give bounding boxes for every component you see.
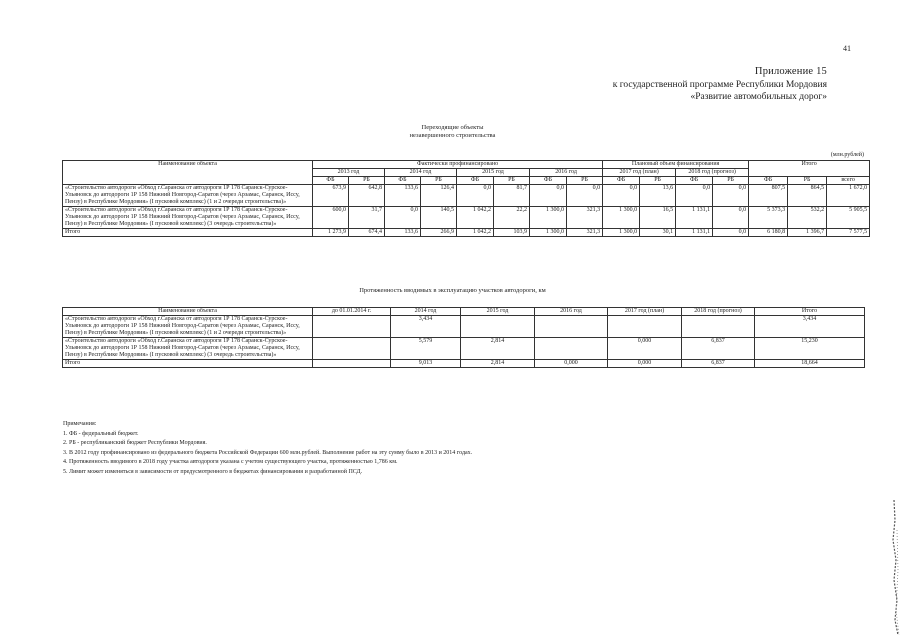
col-header: 2015 год (461, 308, 535, 316)
year-header: 2016 год (530, 169, 603, 177)
budget-subheader: ФБ (749, 177, 788, 185)
value-cell (608, 316, 682, 338)
value-cell: 321,3 (567, 207, 603, 229)
value-cell: 1 300,0 (530, 229, 567, 237)
value-cell: 133,6 (385, 185, 421, 207)
table-row (63, 185, 870, 207)
value-cell: 1 300,0 (603, 207, 640, 229)
col-header: 2016 год (535, 308, 608, 316)
value-cell: 674,4 (349, 229, 385, 237)
value-cell: 0,000 (608, 338, 682, 360)
value-cell: 532,2 (788, 207, 827, 229)
financing-table (62, 160, 870, 237)
value-cell: 807,5 (749, 185, 788, 207)
value-cell: 18,664 (755, 360, 865, 368)
value-cell: 600,0 (313, 207, 349, 229)
object-name: «Строительство автодороги «Обход г.Саранска от автодороги 1Р 178 Саранск-Сурское-Ульяновск до автодороги 1Р 158 Нижний Новгород-Саратов (через Арзамас, Саранск, Исcу, Пензу) в Республике Мордовия» (I пусковой комплекс) (1 и 2 очереди строительства)» (63, 316, 313, 338)
value-cell: 0,0 (530, 185, 567, 207)
section2-title: Протяженность вводимых в эксплуатацию участков автодороги, км (359, 287, 546, 294)
col-header: 2017 год (план) (608, 308, 682, 316)
note-item: 3. В 2012 году профинансировано из федерального бюджета Российской Федерации 600 млн.рублей. Выполнение работ на эту сумму было в 2013 и 2014 годах. (63, 449, 473, 456)
page-number: 41 (843, 44, 851, 53)
value-cell: 3,434 (391, 316, 461, 338)
value-cell: 133,6 (385, 229, 421, 237)
value-cell: 126,4 (421, 185, 457, 207)
col-header: до 01.01.2014 г. (313, 308, 391, 316)
value-cell: 0,0 (676, 185, 713, 207)
col-header-name: Наименование объекта (63, 308, 313, 316)
value-cell: 0,0 (713, 229, 749, 237)
value-cell (682, 316, 755, 338)
value-cell: 1 042,2 (457, 229, 494, 237)
budget-subheader: ФБ (457, 177, 494, 185)
value-cell: 16,5 (640, 207, 676, 229)
budget-subheader: РБ (494, 177, 530, 185)
value-cell: 3,434 (755, 316, 865, 338)
budget-subheader: РБ (421, 177, 457, 185)
value-cell: 1 300,0 (530, 207, 567, 229)
year-header: 2018 год (прогноз) (676, 169, 749, 177)
budget-subheader: РБ (567, 177, 603, 185)
col-header: 2014 год (391, 308, 461, 316)
appendix-line-2: «Развитие автомобильных дорог» (690, 92, 827, 102)
note-item: 2. РБ - республиканский бюджет Республики Мордовия. (63, 440, 207, 446)
note-item: 4. Протяженность вводимого в 2018 году участка автодороги указана с учетом существующего участка, протяженностью 1,786 км. (63, 459, 398, 465)
appendix-line-1: к государственной программе Республики Мордовия (612, 80, 827, 90)
value-cell: 1 131,1 (676, 229, 713, 237)
value-cell (313, 338, 391, 360)
value-cell: 0,0 (457, 185, 494, 207)
value-cell: 6 180,8 (749, 229, 788, 237)
value-cell: 1 273,9 (313, 229, 349, 237)
value-cell: 673,9 (313, 185, 349, 207)
object-name: «Строительство автодороги «Обход г.Саранска от автодороги 1Р 178 Саранск-Сурское-Ульяновск до автодороги 1Р 158 Нижний Новгород-Саратов (через Арзамас, Саранск, Исcу, Пензу) в Республике Мордовия» (I пусковой комплекс) (1 и 2 очереди строительства)» (63, 185, 313, 207)
col-header-fact: Фактически профинансировано (313, 161, 603, 169)
unit-label: (млн.рублей) (830, 152, 864, 158)
value-cell: 6,837 (682, 338, 755, 360)
value-cell: 7 577,5 (827, 229, 870, 237)
section1-title-line-2: незавершенного строительства (409, 132, 496, 139)
value-cell (313, 316, 391, 338)
note-item: 5. Лимит может изменяться в зависимости от предусмотренного в бюджетах финансирования и разработанной ПСД. (63, 468, 363, 475)
table-row (63, 207, 870, 229)
value-cell: 0,000 (608, 360, 682, 368)
value-cell: 2,814 (461, 338, 535, 360)
value-cell: 22,2 (494, 207, 530, 229)
value-cell: 9,013 (391, 360, 461, 368)
budget-subheader: ФБ (676, 177, 713, 185)
total-label: Итого (63, 360, 313, 368)
value-cell: 5,579 (391, 338, 461, 360)
col-header-total: Итого (755, 308, 865, 316)
value-cell: 2,814 (461, 360, 535, 368)
budget-subheader: РБ (788, 177, 827, 185)
appendix-title: Приложение 15 (754, 66, 827, 77)
value-cell: 0,0 (385, 207, 421, 229)
value-cell: 1 131,1 (676, 207, 713, 229)
value-cell: 1 672,0 (827, 185, 870, 207)
value-cell: 266,9 (421, 229, 457, 237)
budget-subheader: всего (827, 177, 870, 185)
value-cell: 5 905,5 (827, 207, 870, 229)
budget-subheader: ФБ (530, 177, 567, 185)
value-cell: 5 373,3 (749, 207, 788, 229)
value-cell: 30,1 (640, 229, 676, 237)
notes (63, 420, 472, 477)
budget-subheader: ФБ (313, 177, 349, 185)
value-cell: 13,6 (640, 185, 676, 207)
col-header-plan: Плановый объем финансирования (603, 161, 749, 169)
total-row (63, 229, 870, 237)
scan-edge-artifact (888, 500, 900, 635)
value-cell: 6,837 (682, 360, 755, 368)
budget-subheader: ФБ (603, 177, 640, 185)
value-cell (535, 316, 608, 338)
value-cell: 864,5 (788, 185, 827, 207)
note-item: 1. ФБ - федеральный бюджет. (63, 430, 139, 437)
value-cell (535, 338, 608, 360)
value-cell: 1 042,2 (457, 207, 494, 229)
value-cell: 1 396,7 (788, 229, 827, 237)
year-header: 2013 год (313, 169, 385, 177)
object-name: «Строительство автодороги «Обход г.Саранска от автодороги 1Р 178 Саранск-Сурское-Ульяновск до автодороги 1Р 158 Нижний Новгород-Саратов (через Арзамас, Саранск, Исcу, Пензу) в Республике Мордовия» (I пусковой комплекс) (3 очередь строительства)» (63, 207, 313, 229)
value-cell: 0,0 (713, 207, 749, 229)
value-cell: 15,230 (755, 338, 865, 360)
budget-subheader: РБ (640, 177, 676, 185)
value-cell: 321,3 (567, 229, 603, 237)
value-cell: 0,0 (567, 185, 603, 207)
value-cell: 0,0 (603, 185, 640, 207)
value-cell: 81,7 (494, 185, 530, 207)
table-row (63, 316, 865, 338)
value-cell: 0,000 (535, 360, 608, 368)
value-cell: 140,5 (421, 207, 457, 229)
value-cell: 642,8 (349, 185, 385, 207)
value-cell: 0,0 (713, 185, 749, 207)
notes-title: Примечания: (63, 421, 97, 427)
total-label: Итого (63, 229, 313, 237)
year-header: 2015 год (457, 169, 530, 177)
value-cell: 1 300,0 (603, 229, 640, 237)
value-cell: 103,9 (494, 229, 530, 237)
value-cell (461, 316, 535, 338)
col-header-name: Наименование объекта (63, 161, 313, 185)
section1-title-line-1: Переходящие объекты (421, 124, 484, 131)
col-header-total: Итого (749, 161, 870, 177)
year-header: 2017 год (план) (603, 169, 676, 177)
object-name: «Строительство автодороги «Обход г.Саранска от автодороги 1Р 178 Саранск-Сурское-Ульяновск до автодороги 1Р 158 Нижний Новгород-Саратов (через Арзамас, Саранск, Исcу, Пензу) в Республике Мордовия» (I пусковой комплекс) (3 очередь строительства)» (63, 338, 313, 360)
budget-subheader: РБ (713, 177, 749, 185)
budget-subheader: ФБ (385, 177, 421, 185)
table-row (63, 338, 865, 360)
total-row (63, 360, 865, 368)
value-cell: 31,7 (349, 207, 385, 229)
year-header: 2014 год (385, 169, 457, 177)
value-cell (313, 360, 391, 368)
length-table (62, 307, 865, 368)
col-header: 2018 год (прогноз) (682, 308, 755, 316)
budget-subheader: РБ (349, 177, 385, 185)
